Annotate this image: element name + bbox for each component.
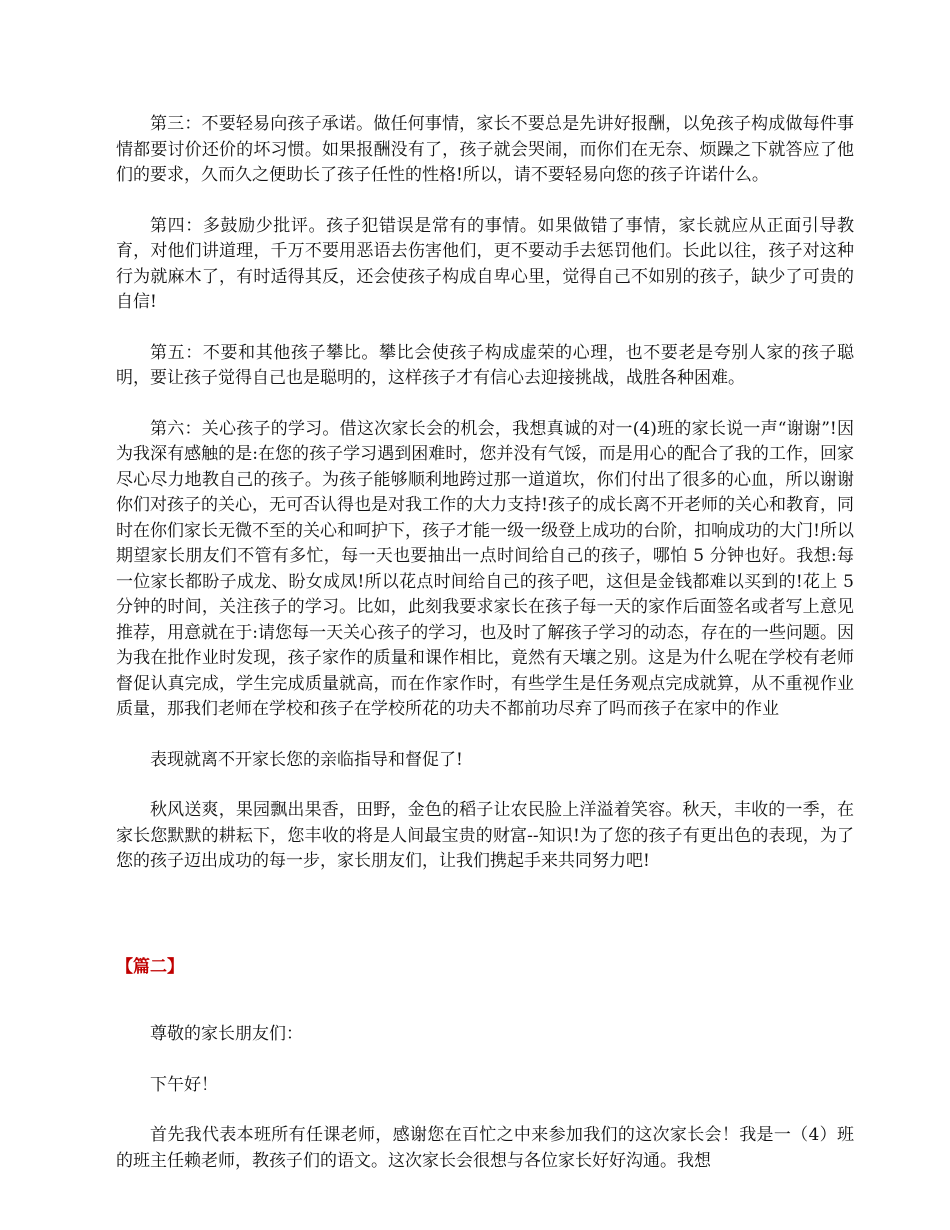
paragraph-salutation: 尊敬的家长朋友们： <box>150 1024 303 1044</box>
paragraph-greeting: 下午好！ <box>150 1074 218 1095</box>
document-page <box>116 112 854 1174</box>
paragraph-rule-six: 第六：关心孩子的学习。借这次家长会的机会，我想真诚的对一(4)班的家长说一声“谢谢”!因为我深有感触的是:在您的孩子学习遇到困难时，您并没有气馁，而是用心的配合了我的工作，回家尽心尽力地教自己的孩子。为孩子能够顺利地跨过那一道道坎，你们付出了很多的心血，所以谢谢你们对孩子的关心，无可否认得也是对我工作的大力支持!孩子的成长离不开老师的关心和教育，同时在你们家长无微不至的关心和呵护下，孩子才能一级一级登上成功的台阶，扣响成功的大门!所以期望家长朋友们不管有多忙，每一天也要抽出一点时间给自己的孩子，哪怕 5 分钟也好。我想:每一位家长都盼子成龙、盼女成凤!所以花点时间给自己的孩子吧，这但是金钱都难以买到的!花上 5 分钟的时间，关注孩子的学习。比如，此刻我要求家长在孩子每一天的家作后面签名或者写上意见推荐，用意就在于:请您每一天关心孩子的学习，也及时了解孩子学习的动态，存在的一些问题。因为我在批作业时发现，孩子家作的质量和课作相比，竟然有天壤之别。这是为什么呢在学校有老师督促认真完成，学生完成质量就高，而在作家作时，有些学生是任务观点完成就算，从不重视作业质量，那我们老师在学校和孩子在学校所花的功夫不都前功尽弃了吗而孩子在家中的作业 <box>116 418 854 719</box>
paragraph-rule-five: 第五：不要和其他孩子攀比。攀比会使孩子构成虚荣的心理，也不要老是夸别人家的孩子聪明，要让孩子觉得自己也是聪明的，这样孩子才有信心去迎接挑战，战胜各种困难。 <box>116 342 854 388</box>
paragraph-rule-four: 第四：多鼓励少批评。孩子犯错误是常有的事情。如果做错了事情，家长就应从正面引导教育，对他们讲道理，千万不要用恶语去伤害他们，更不要动手去惩罚他们。长此以往，孩子对这种行为就麻木了，有时适得其反，还会使孩子构成自卑心里，觉得自己不如别的孩子，缺少了可贵的自信! <box>116 215 854 312</box>
paragraph-rule-three: 第三：不要轻易向孩子承诺。做任何事情，家长不要总是先讲好报酬，以免孩子构成做每件事情都要讨价还价的坏习惯。如果报酬没有了，孩子就会哭闹，而你们在无奈、烦躁之下就答应了他们的要求，久而久之便助长了孩子任性的性格!所以，请不要轻易向您的孩子许诺什么。 <box>116 114 854 185</box>
section-heading: 【篇二】 <box>116 956 184 977</box>
paragraph-closing: 秋风送爽，果园飘出果香，田野，金色的稻子让农民脸上洋溢着笑容。秋天，丰收的一季，在家长您默默的耕耘下，您丰收的将是人间最宝贵的财富--知识!为了您的孩子有更出色的表现，为了您的孩子迈出成功的每一步，家长朋友们，让我们携起手来共同努力吧! <box>116 800 854 871</box>
paragraph-introduction: 首先我代表本班所有任课老师，感谢您在百忙之中来参加我们的这次家长会！我是一（4）班的班主任赖老师，教孩子们的语文。这次家长会很想与各位家长好好沟通。我想 <box>116 1125 854 1171</box>
paragraph-continuation: 表现就离不开家长您的亲临指导和督促了! <box>150 749 463 770</box>
